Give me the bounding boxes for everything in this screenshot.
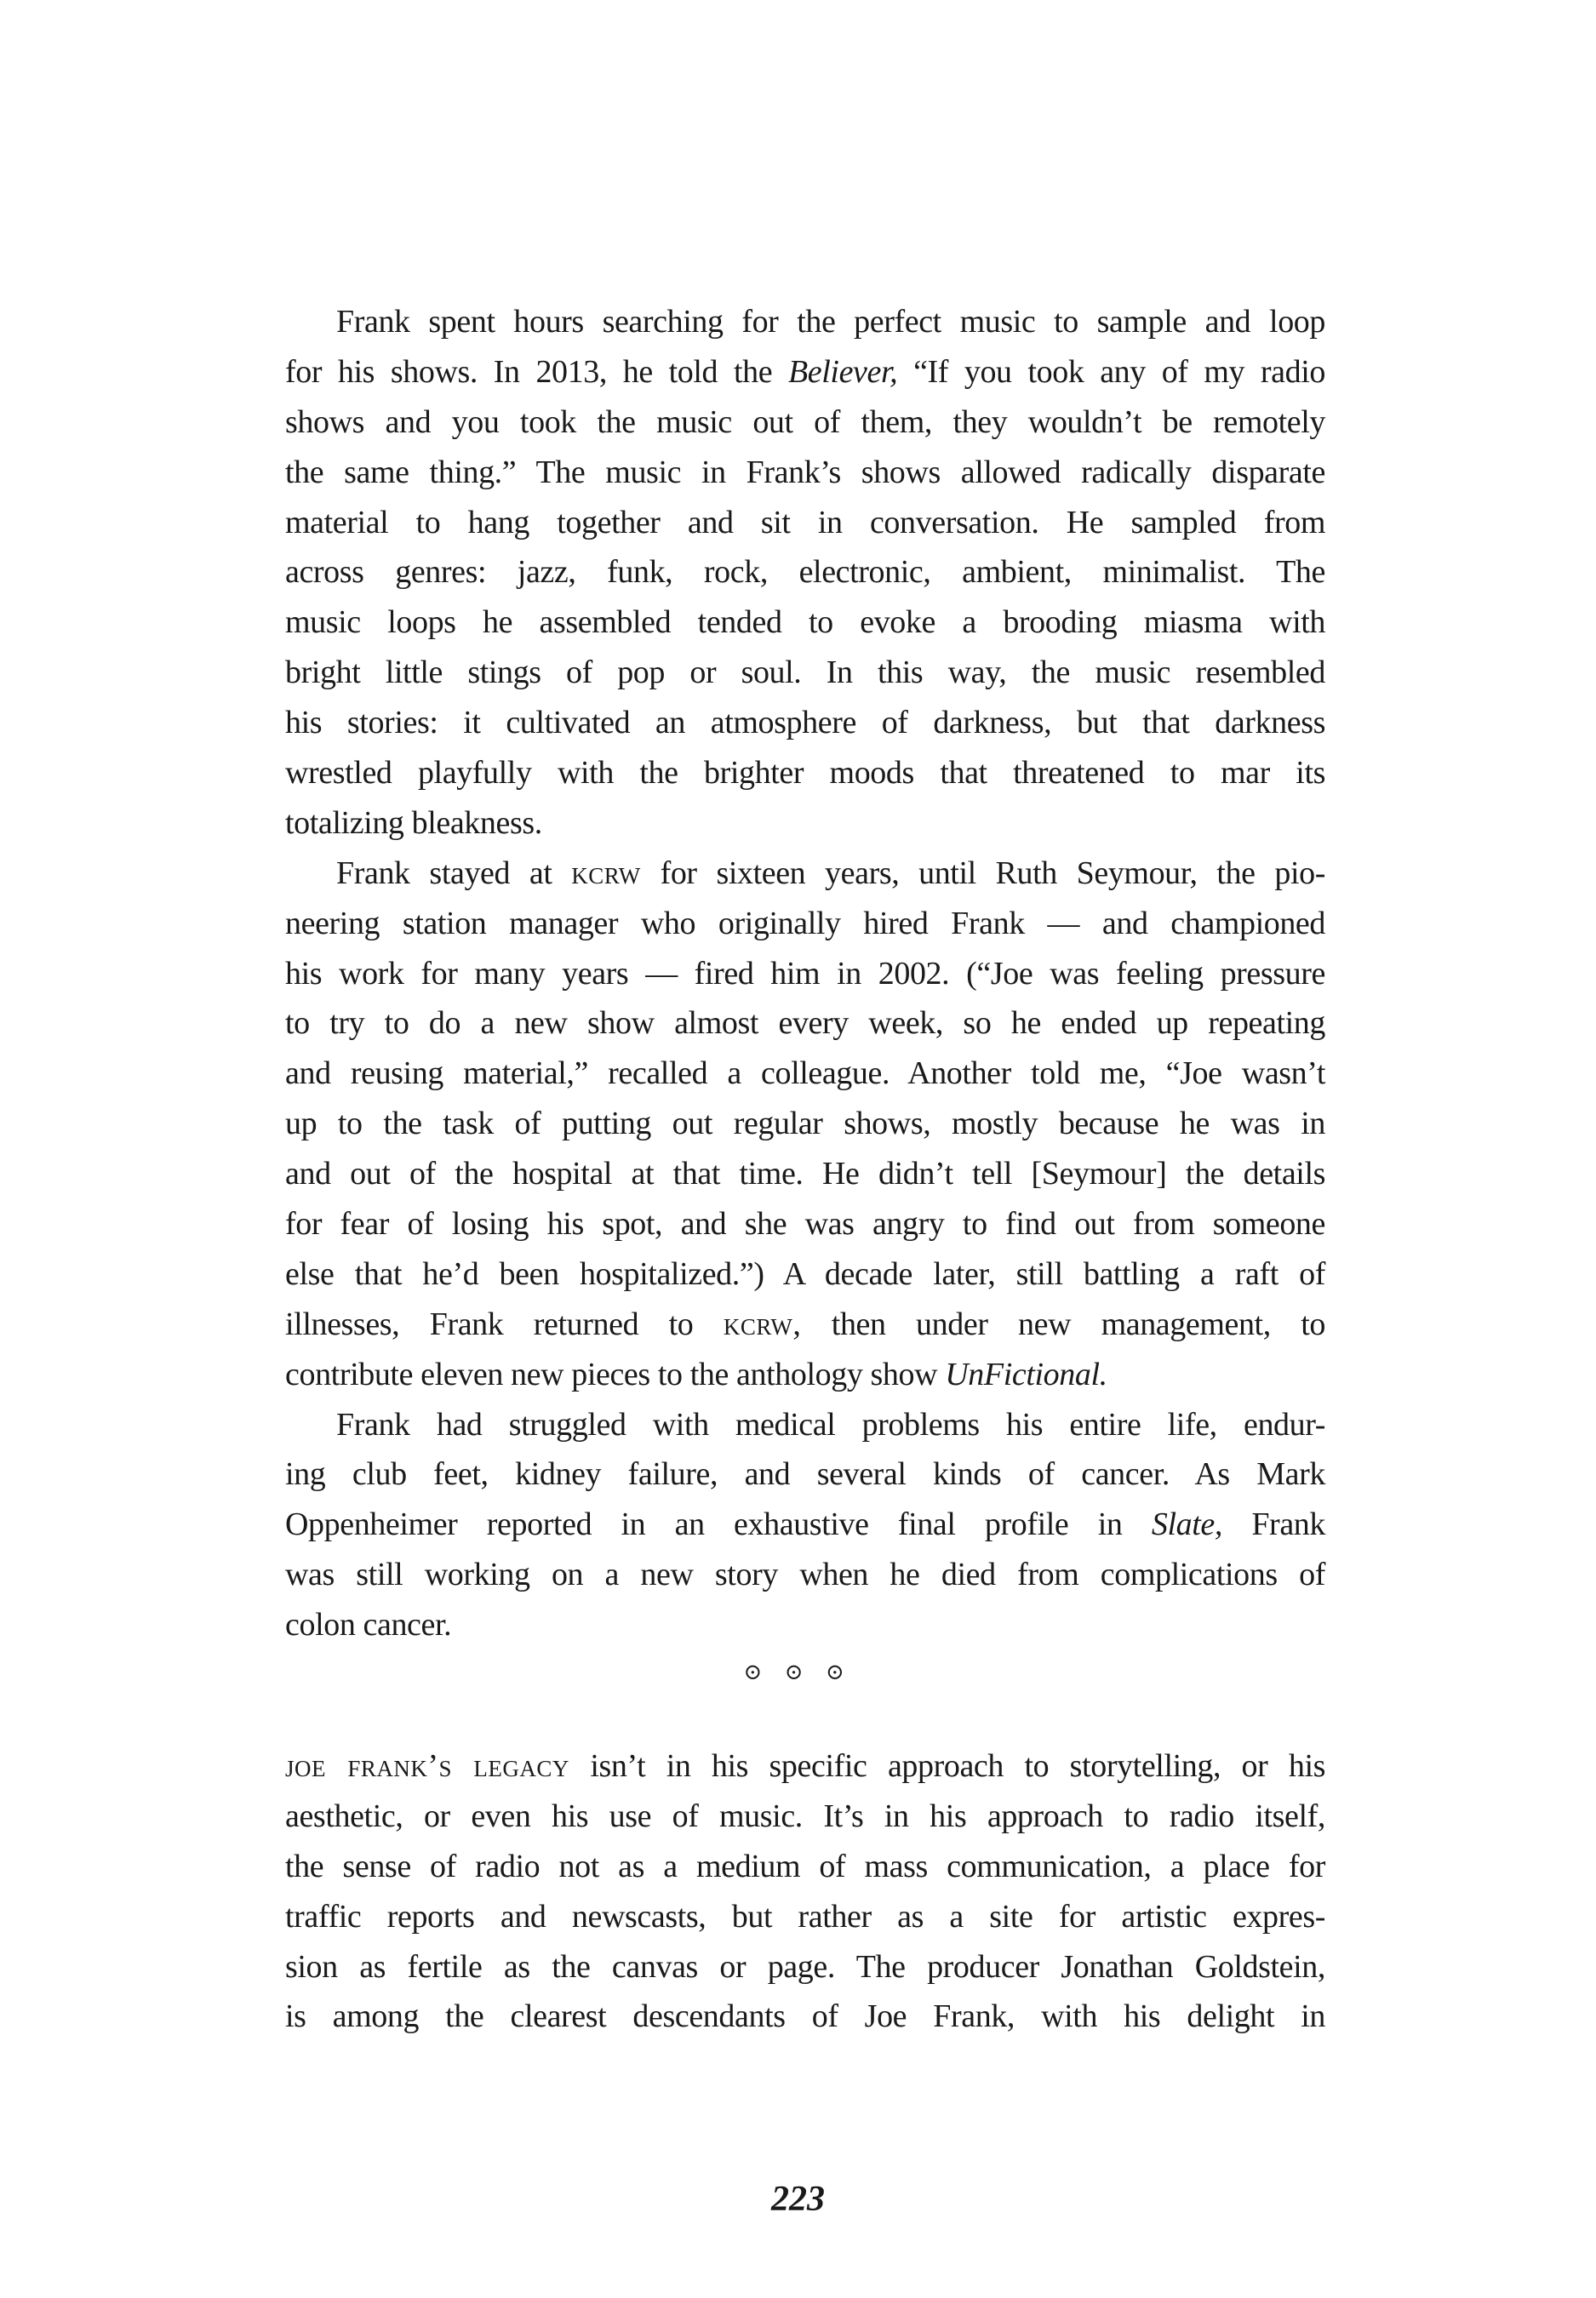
text-line <box>285 397 1325 448</box>
text-line <box>285 297 1325 347</box>
text-line <box>285 949 1325 999</box>
text-segment: material to hang together and sit in conversation. He sampled from <box>285 504 1325 540</box>
text-segment: then under new management, to <box>801 1306 1326 1342</box>
text-line <box>285 547 1325 597</box>
text-line <box>285 1892 1325 1942</box>
text-segment: Oppenheimer reported in an exhaustive final profile in <box>285 1506 1152 1543</box>
text-segment: Frank spent hours searching for the perfect music to sample and loop <box>336 304 1325 340</box>
text-line <box>285 498 1325 548</box>
text-line <box>285 798 1325 849</box>
text-segment: for fear of losing his spot, and she was angry to find out from someone <box>285 1206 1325 1243</box>
text-segment: Frank stayed at <box>336 855 572 891</box>
text-segment: across genres: jazz, funk, rock, electronic, ambient, minimalist. The <box>285 554 1325 591</box>
text-line <box>285 597 1325 648</box>
text-segment: totalizing bleakness. <box>285 804 542 841</box>
text-line <box>285 1249 1325 1300</box>
text-segment: “If you took any of my radio <box>897 353 1325 390</box>
text-line <box>285 1992 1325 2042</box>
section-break-ornament: ⊙ ⊙ ⊙ <box>743 1660 853 1684</box>
text-segment: Frank had struggled with medical problems his entire life, endur- <box>336 1406 1325 1443</box>
page-number: 223 <box>771 2180 825 2219</box>
text-line <box>285 1300 1325 1350</box>
text-line <box>285 1741 1325 1792</box>
small-caps-text: kcrw, <box>723 1306 802 1342</box>
text-segment: was still working on a new story when he died from complications of <box>285 1557 1325 1593</box>
text-segment: else that he’d been hospitalized.”) A decade later, still battling a raft of <box>285 1255 1325 1292</box>
text-line <box>285 648 1325 698</box>
small-caps-text: joe frank’s legacy <box>285 1748 569 1784</box>
text-line <box>285 1099 1325 1149</box>
text-line <box>285 1550 1325 1600</box>
text-segment: contribute eleven new pieces to the anthology show <box>285 1356 946 1392</box>
text-segment: aesthetic, or even his use of music. It’s in his approach to radio itself, <box>285 1798 1325 1834</box>
italic-title: UnFictional. <box>945 1356 1107 1392</box>
text-line <box>285 1350 1325 1400</box>
text-segment: traffic reports and newscasts, but rather as a site for artistic expres- <box>285 1898 1325 1935</box>
text-segment: wrestled playfully with the brighter moods that threatened to mar its <box>285 755 1325 792</box>
text-line <box>285 1792 1325 1842</box>
text-segment: his work for many years — fired him in 2002. (“Joe was feeling pressure <box>285 955 1325 992</box>
text-segment: the sense of radio not as a medium of mass communication, a place for <box>285 1848 1325 1884</box>
text-segment: the same thing.” The music in Frank’s shows allowed radically disparate <box>285 454 1325 490</box>
body-text-bottom <box>285 1741 1325 2042</box>
text-segment: bright little stings of pop or soul. In this way, the music resembled <box>285 655 1325 691</box>
text-segment: neering station manager who originally hired Frank — and championed <box>285 905 1325 941</box>
text-segment: shows and you took the music out of them, they wouldn’t be remotely <box>285 403 1325 440</box>
text-line <box>285 1049 1325 1099</box>
italic-title: Believer, <box>787 353 898 390</box>
text-line <box>285 748 1325 798</box>
text-segment: to try to do a new show almost every week, so he ended up repeating <box>285 1005 1325 1042</box>
text-line <box>285 1842 1325 1892</box>
text-segment: colon cancer. <box>285 1607 452 1643</box>
text-line <box>285 1600 1325 1650</box>
text-line <box>285 448 1325 498</box>
text-line <box>285 1449 1325 1500</box>
text-segment: illnesses, Frank returned to <box>285 1306 724 1342</box>
italic-title: Slate, <box>1151 1506 1222 1543</box>
text-segment: his stories: it cultivated an atmosphere of darkness, but that darkness <box>285 705 1325 741</box>
text-segment: and reusing material,” recalled a colleague. Another told me, “Joe wasn’t <box>285 1055 1325 1092</box>
text-segment: is among the clearest descendants of Joe Frank, with his delight in <box>285 1998 1325 2035</box>
text-line <box>285 698 1325 748</box>
text-line <box>285 849 1325 899</box>
text-segment: for his shows. In 2013, he told the <box>285 353 788 390</box>
text-line <box>285 1942 1325 1992</box>
text-line <box>285 347 1325 397</box>
text-segment: and out of the hospital at that time. He didn’t tell [Seymour] the details <box>285 1156 1325 1192</box>
text-segment: Frank <box>1221 1506 1325 1543</box>
body-text-top <box>285 297 1325 1650</box>
text-segment: sion as fertile as the canvas or page. The producer Jonathan Goldstein, <box>285 1948 1325 1985</box>
text-line <box>285 1149 1325 1199</box>
text-segment: up to the task of putting out regular shows, mostly because he was in <box>285 1106 1325 1142</box>
text-line <box>285 1400 1325 1450</box>
text-line <box>285 1500 1325 1550</box>
text-segment: music loops he assembled tended to evoke a brooding miasma with <box>285 604 1325 641</box>
text-segment: ing club feet, kidney failure, and several kinds of cancer. As Mark <box>285 1456 1325 1493</box>
text-line <box>285 899 1325 949</box>
small-caps-text: kcrw <box>571 855 641 891</box>
text-line <box>285 1199 1325 1249</box>
text-segment: for sixteen years, until Ruth Seymour, the pio- <box>640 855 1325 891</box>
text-line <box>285 998 1325 1049</box>
text-segment: isn’t in his specific approach to storytelling, or his <box>569 1748 1325 1784</box>
